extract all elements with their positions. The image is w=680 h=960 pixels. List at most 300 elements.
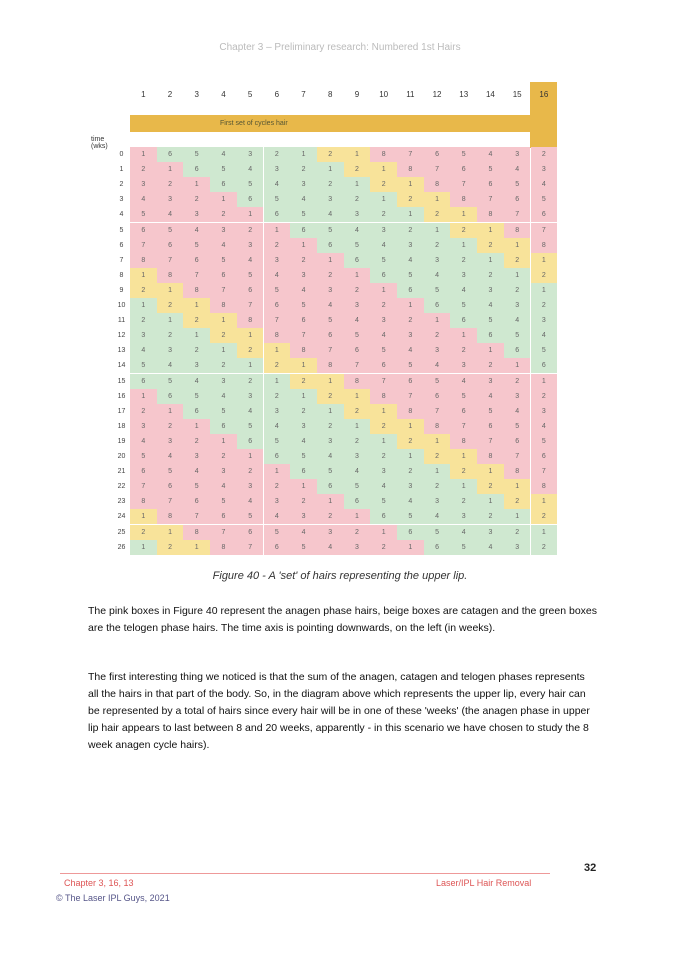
cell-anagen: 6: [183, 494, 210, 509]
paragraph-2: The first interesting thing we noticed is that the sum of the anagen, catagen and telogen phases represents all the hairs in that part of the body. So, in the diagram above which represents the upper lip, every hair can be represented by a total of hairs since every hair will be in one of these 'weeks' (the anagen phase in upper lip hair appears to last between 8 and 20 weeks, apparently - in this scenario we have chosen to study the 8 week anagen cycle hairs).: [88, 671, 590, 751]
cell-anagen: 8: [477, 449, 504, 464]
cell-telogen: 2: [344, 192, 371, 207]
cell-catagen: 1: [370, 162, 397, 177]
cell-catagen: 1: [424, 434, 451, 449]
cell-anagen: 8: [290, 343, 317, 358]
cell-telogen: 3: [317, 434, 344, 449]
cell-catagen: 2: [210, 328, 237, 343]
cell-anagen: 3: [290, 509, 317, 524]
cell-anagen: 7: [424, 162, 451, 177]
cell-telogen: 5: [344, 479, 371, 494]
cell-anagen: 4: [290, 283, 317, 298]
cell-anagen: 8: [424, 419, 451, 434]
cell-anagen: 2: [531, 147, 558, 162]
cell-catagen: 1: [477, 464, 504, 479]
cell-catagen: 1: [130, 268, 157, 283]
cell-anagen: 6: [210, 268, 237, 283]
cell-anagen: 6: [264, 298, 291, 313]
cell-anagen: 4: [531, 177, 558, 192]
cell-telogen: 3: [157, 343, 184, 358]
cell-anagen: 5: [424, 374, 451, 389]
cell-telogen: 3: [370, 464, 397, 479]
cell-anagen: 2: [397, 313, 424, 328]
cell-telogen: 5: [317, 223, 344, 238]
cell-anagen: 5: [531, 434, 558, 449]
cell-anagen: 2: [504, 374, 531, 389]
column-header: 5: [247, 90, 253, 99]
cell-catagen: 2: [397, 434, 424, 449]
cell-telogen: 2: [290, 162, 317, 177]
row-label: 13: [117, 347, 126, 355]
row-label: 20: [117, 453, 126, 460]
cell-telogen: 5: [264, 192, 291, 207]
cell-telogen: 3: [450, 268, 477, 283]
cell-catagen: 1: [183, 298, 210, 313]
figure-caption: Figure 40 - A 'set' of hairs representing the upper lip.: [212, 570, 468, 582]
cell-anagen: 4: [450, 374, 477, 389]
cell-telogen: 3: [450, 509, 477, 524]
cell-telogen: 4: [450, 525, 477, 540]
row-label: 26: [117, 543, 126, 551]
cell-telogen: 6: [290, 223, 317, 238]
cell-catagen: 2: [477, 238, 504, 253]
cell-catagen: 2: [157, 298, 184, 313]
cell-anagen: 4: [504, 404, 531, 419]
cell-anagen: 3: [210, 223, 237, 238]
cell-anagen: 2: [424, 328, 451, 343]
cell-anagen: 1: [183, 177, 210, 192]
cell-anagen: 7: [397, 147, 424, 162]
row-label: 24: [117, 513, 126, 521]
cell-telogen: 4: [210, 147, 237, 162]
cell-telogen: 3: [210, 374, 237, 389]
cell-catagen: 1: [264, 343, 291, 358]
cell-telogen: 4: [424, 509, 451, 524]
cell-anagen: 8: [183, 283, 210, 298]
cell-telogen: 2: [397, 464, 424, 479]
cell-telogen: 2: [290, 404, 317, 419]
cell-telogen: 1: [344, 419, 371, 434]
cell-telogen: 6: [130, 374, 157, 389]
cell-anagen: 7: [157, 253, 184, 268]
cell-anagen: 4: [210, 238, 237, 253]
cell-telogen: 1: [130, 298, 157, 313]
row-label: 16: [117, 392, 126, 400]
cell-anagen: 4: [317, 298, 344, 313]
cell-telogen: 1: [370, 434, 397, 449]
cell-anagen: 3: [130, 177, 157, 192]
cell-telogen: 4: [344, 223, 371, 238]
cell-anagen: 8: [237, 313, 264, 328]
cell-telogen: 1: [424, 464, 451, 479]
cell-anagen: 4: [344, 313, 371, 328]
cell-catagen: 1: [370, 404, 397, 419]
cell-anagen: 4: [424, 358, 451, 373]
row-label: 1: [119, 166, 124, 174]
cell-telogen: 1: [317, 162, 344, 177]
cell-telogen: 4: [317, 207, 344, 222]
cell-catagen: 1: [344, 147, 371, 162]
cell-anagen: 3: [317, 525, 344, 540]
cell-catagen: 1: [531, 253, 558, 268]
cell-telogen: 2: [130, 313, 157, 328]
cell-telogen: 5: [210, 404, 237, 419]
cell-anagen: 4: [130, 434, 157, 449]
cell-anagen: 2: [290, 253, 317, 268]
cell-catagen: 2: [344, 162, 371, 177]
column-header: 9: [354, 90, 360, 99]
cell-anagen: 8: [210, 540, 237, 555]
cell-catagen: 1: [157, 525, 184, 540]
cell-anagen: 3: [397, 328, 424, 343]
cell-anagen: 2: [317, 509, 344, 524]
cell-anagen: 1: [290, 479, 317, 494]
cell-catagen: 1: [531, 494, 558, 509]
cell-telogen: 4: [264, 419, 291, 434]
cell-telogen: 1: [264, 374, 291, 389]
cell-anagen: 4: [237, 253, 264, 268]
cell-anagen: 3: [237, 238, 264, 253]
cell-anagen: 8: [210, 298, 237, 313]
cell-anagen: 2: [130, 404, 157, 419]
footer-title: Laser/IPL Hair Removal: [436, 878, 532, 888]
cell-anagen: 4: [397, 343, 424, 358]
cell-telogen: 4: [424, 268, 451, 283]
cell-catagen: 2: [531, 268, 558, 283]
footer-divider: [60, 873, 550, 874]
cell-catagen: 2: [397, 192, 424, 207]
row-label: 6: [119, 241, 124, 249]
cell-telogen: 3: [183, 358, 210, 373]
cell-anagen: 1: [290, 238, 317, 253]
cell-anagen: 2: [531, 389, 558, 404]
cell-anagen: 3: [157, 434, 184, 449]
cell-anagen: 8: [130, 494, 157, 509]
cell-anagen: 6: [317, 328, 344, 343]
cell-telogen: 2: [450, 494, 477, 509]
cell-catagen: 1: [183, 540, 210, 555]
cell-telogen: 6: [370, 268, 397, 283]
cell-anagen: 1: [504, 358, 531, 373]
cell-anagen: 6: [397, 374, 424, 389]
cycle-bar-label: First set of cycles hair: [220, 120, 288, 127]
cell-catagen: 1: [504, 479, 531, 494]
cell-anagen: 2: [370, 298, 397, 313]
cell-anagen: 6: [183, 253, 210, 268]
cell-catagen: 2: [424, 449, 451, 464]
cell-anagen: 1: [264, 223, 291, 238]
cell-telogen: 2: [237, 374, 264, 389]
cell-anagen: 7: [210, 283, 237, 298]
cell-telogen: 4: [157, 358, 184, 373]
cell-telogen: 2: [477, 268, 504, 283]
cell-telogen: 5: [317, 464, 344, 479]
cell-anagen: 4: [157, 449, 184, 464]
cell-anagen: 4: [317, 540, 344, 555]
cell-telogen: 3: [424, 253, 451, 268]
cell-telogen: 1: [183, 328, 210, 343]
row-label: 14: [117, 362, 126, 370]
cell-anagen: 2: [450, 343, 477, 358]
cell-anagen: 2: [157, 177, 184, 192]
cell-catagen: 2: [450, 223, 477, 238]
cell-anagen: 5: [477, 162, 504, 177]
cell-telogen: 2: [183, 343, 210, 358]
cell-telogen: 3: [370, 223, 397, 238]
cell-telogen: 4: [370, 479, 397, 494]
cell-anagen: 5: [504, 177, 531, 192]
cell-anagen: 5: [531, 192, 558, 207]
cell-telogen: 5: [424, 283, 451, 298]
cell-anagen: 6: [504, 434, 531, 449]
cell-telogen: 4: [477, 298, 504, 313]
cell-telogen: 3: [477, 525, 504, 540]
cell-telogen: 5: [264, 434, 291, 449]
cell-anagen: 2: [290, 494, 317, 509]
cell-anagen: 6: [370, 358, 397, 373]
cell-telogen: 1: [424, 223, 451, 238]
cell-telogen: 2: [317, 177, 344, 192]
cell-telogen: 3: [397, 238, 424, 253]
cell-telogen: 1: [344, 177, 371, 192]
cell-telogen: 6: [264, 207, 291, 222]
column-header: 3: [194, 90, 199, 99]
cell-telogen: 1: [397, 449, 424, 464]
cell-anagen: 2: [477, 358, 504, 373]
cell-anagen: 7: [504, 207, 531, 222]
cell-catagen: 2: [317, 389, 344, 404]
cell-anagen: 8: [531, 479, 558, 494]
cell-anagen: 1: [210, 434, 237, 449]
cell-telogen: 2: [531, 540, 558, 555]
cell-catagen: 2: [317, 147, 344, 162]
paragraph-1: The pink boxes in Figure 40 represent the anagen phase hairs, beige boxes are catagen and the green boxes are the telogen phase hairs. The time axis is pointing downwards, on the left (in weeks).: [88, 605, 598, 634]
row-label: 15: [117, 377, 126, 385]
cell-anagen: 1: [531, 374, 558, 389]
cell-anagen: 2: [264, 238, 291, 253]
cell-telogen: 2: [210, 358, 237, 373]
cell-catagen: 2: [504, 253, 531, 268]
cell-telogen: 3: [264, 162, 291, 177]
cell-anagen: 4: [531, 419, 558, 434]
cell-anagen: 6: [424, 147, 451, 162]
cell-catagen: 2: [450, 464, 477, 479]
cell-telogen: 5: [424, 525, 451, 540]
cell-anagen: 3: [183, 207, 210, 222]
cell-anagen: 6: [237, 283, 264, 298]
cell-catagen: 2: [531, 509, 558, 524]
cell-catagen: 2: [130, 283, 157, 298]
cell-anagen: 4: [370, 328, 397, 343]
cell-telogen: 5: [370, 494, 397, 509]
cell-telogen: 4: [183, 374, 210, 389]
cell-anagen: 3: [424, 343, 451, 358]
cell-anagen: 4: [264, 268, 291, 283]
cell-telogen: 5: [237, 177, 264, 192]
cell-telogen: 6: [157, 389, 184, 404]
cell-anagen: 3: [183, 449, 210, 464]
cell-telogen: 1: [397, 207, 424, 222]
cell-anagen: 4: [477, 147, 504, 162]
cell-anagen: 8: [370, 147, 397, 162]
cell-telogen: 5: [237, 419, 264, 434]
cell-telogen: 3: [264, 404, 291, 419]
cell-anagen: 2: [344, 525, 371, 540]
cell-anagen: 1: [370, 525, 397, 540]
cell-anagen: 6: [290, 313, 317, 328]
cell-anagen: 1: [424, 313, 451, 328]
row-label: 17: [117, 407, 126, 415]
cell-anagen: 3: [130, 419, 157, 434]
cell-telogen: 4: [344, 464, 371, 479]
cell-telogen: 5: [450, 298, 477, 313]
cell-telogen: 4: [130, 343, 157, 358]
cell-anagen: 7: [344, 358, 371, 373]
cell-catagen: 2: [237, 343, 264, 358]
cell-anagen: 8: [157, 268, 184, 283]
cell-anagen: 7: [531, 464, 558, 479]
cell-anagen: 1: [264, 464, 291, 479]
column-header: 12: [432, 90, 442, 99]
cell-anagen: 4: [183, 464, 210, 479]
cell-telogen: 2: [344, 434, 371, 449]
cell-anagen: 6: [237, 525, 264, 540]
cell-anagen: 2: [237, 223, 264, 238]
row-label: 0: [119, 151, 124, 158]
cell-telogen: 5: [210, 162, 237, 177]
cell-telogen: 3: [504, 298, 531, 313]
cell-anagen: 3: [370, 313, 397, 328]
cell-anagen: 1: [237, 449, 264, 464]
cell-anagen: 5: [157, 464, 184, 479]
cell-telogen: 1: [477, 253, 504, 268]
cell-anagen: 5: [344, 328, 371, 343]
cell-anagen: 3: [450, 358, 477, 373]
cell-telogen: 4: [477, 540, 504, 555]
footer-copyright: © The Laser IPL Guys, 2021: [56, 893, 170, 903]
cell-telogen: 3: [130, 328, 157, 343]
cell-telogen: 2: [504, 525, 531, 540]
cell-telogen: 5: [157, 374, 184, 389]
cell-telogen: 4: [264, 177, 291, 192]
cell-anagen: 7: [183, 509, 210, 524]
cell-telogen: 5: [450, 540, 477, 555]
cell-anagen: 8: [397, 162, 424, 177]
cell-telogen: 5: [397, 509, 424, 524]
cell-telogen: 1: [450, 238, 477, 253]
cell-anagen: 7: [210, 525, 237, 540]
cell-telogen: 3: [237, 389, 264, 404]
cell-catagen: 1: [397, 177, 424, 192]
column-header: 15: [512, 90, 522, 99]
cell-anagen: 7: [157, 494, 184, 509]
cell-catagen: 1: [210, 313, 237, 328]
row-label: 9: [119, 286, 124, 294]
cell-telogen: 1: [210, 343, 237, 358]
cell-anagen: 7: [450, 177, 477, 192]
cell-anagen: 3: [504, 389, 531, 404]
cell-telogen: 1: [450, 479, 477, 494]
cell-telogen: 2: [157, 328, 184, 343]
cell-catagen: 2: [130, 525, 157, 540]
cell-catagen: 1: [157, 283, 184, 298]
cell-telogen: 6: [210, 177, 237, 192]
cell-anagen: 2: [317, 268, 344, 283]
cell-anagen: 8: [344, 374, 371, 389]
cell-telogen: 1: [370, 192, 397, 207]
cell-telogen: 6: [237, 434, 264, 449]
cell-anagen: 7: [237, 540, 264, 555]
cell-telogen: 6: [397, 283, 424, 298]
cell-anagen: 1: [397, 298, 424, 313]
cell-telogen: 3: [317, 192, 344, 207]
cell-telogen: 4: [237, 404, 264, 419]
row-label: 2: [119, 181, 124, 189]
cell-anagen: 2: [370, 540, 397, 555]
cell-telogen: 5: [531, 343, 558, 358]
row-label: 18: [117, 422, 126, 430]
cell-anagen: 7: [450, 419, 477, 434]
cell-anagen: 8: [531, 238, 558, 253]
cell-telogen: 2: [370, 449, 397, 464]
cell-catagen: 2: [504, 494, 531, 509]
row-label: 12: [117, 332, 126, 340]
cycle-bar: [130, 115, 557, 132]
cell-anagen: 2: [237, 464, 264, 479]
cell-anagen: 1: [130, 389, 157, 404]
cell-catagen: 2: [344, 404, 371, 419]
cell-telogen: 6: [344, 253, 371, 268]
cell-catagen: 1: [450, 207, 477, 222]
cell-telogen: 1: [290, 147, 317, 162]
cell-telogen: 4: [531, 328, 558, 343]
cell-telogen: 5: [130, 358, 157, 373]
cell-anagen: 3: [344, 540, 371, 555]
cell-anagen: 7: [370, 374, 397, 389]
cell-telogen: 4: [317, 449, 344, 464]
cell-catagen: 2: [290, 374, 317, 389]
cell-anagen: 1: [477, 343, 504, 358]
cell-telogen: 2: [450, 253, 477, 268]
cell-catagen: 1: [424, 192, 451, 207]
cell-telogen: 6: [424, 298, 451, 313]
cell-anagen: 3: [264, 494, 291, 509]
column-header: 6: [274, 90, 280, 99]
cell-telogen: 3: [290, 419, 317, 434]
cell-anagen: 4: [290, 525, 317, 540]
cell-telogen: 1: [130, 540, 157, 555]
footer-chapter: Chapter 3, 16, 13: [64, 878, 134, 888]
cell-telogen: 1: [477, 494, 504, 509]
cell-telogen: 3: [237, 147, 264, 162]
column-header: 14: [485, 90, 495, 99]
cell-catagen: 1: [450, 449, 477, 464]
cell-telogen: 3: [290, 177, 317, 192]
cell-anagen: 5: [397, 358, 424, 373]
cell-telogen: 3: [344, 449, 371, 464]
cell-anagen: 1: [157, 404, 184, 419]
cell-telogen: 6: [183, 404, 210, 419]
cell-telogen: 6: [504, 343, 531, 358]
cell-anagen: 3: [210, 464, 237, 479]
cell-telogen: 6: [183, 162, 210, 177]
cell-anagen: 5: [130, 207, 157, 222]
cell-telogen: 2: [264, 389, 291, 404]
cell-catagen: 1: [504, 238, 531, 253]
row-label: 25: [117, 528, 126, 536]
column-header: 4: [221, 90, 226, 99]
cell-anagen: 1: [130, 147, 157, 162]
